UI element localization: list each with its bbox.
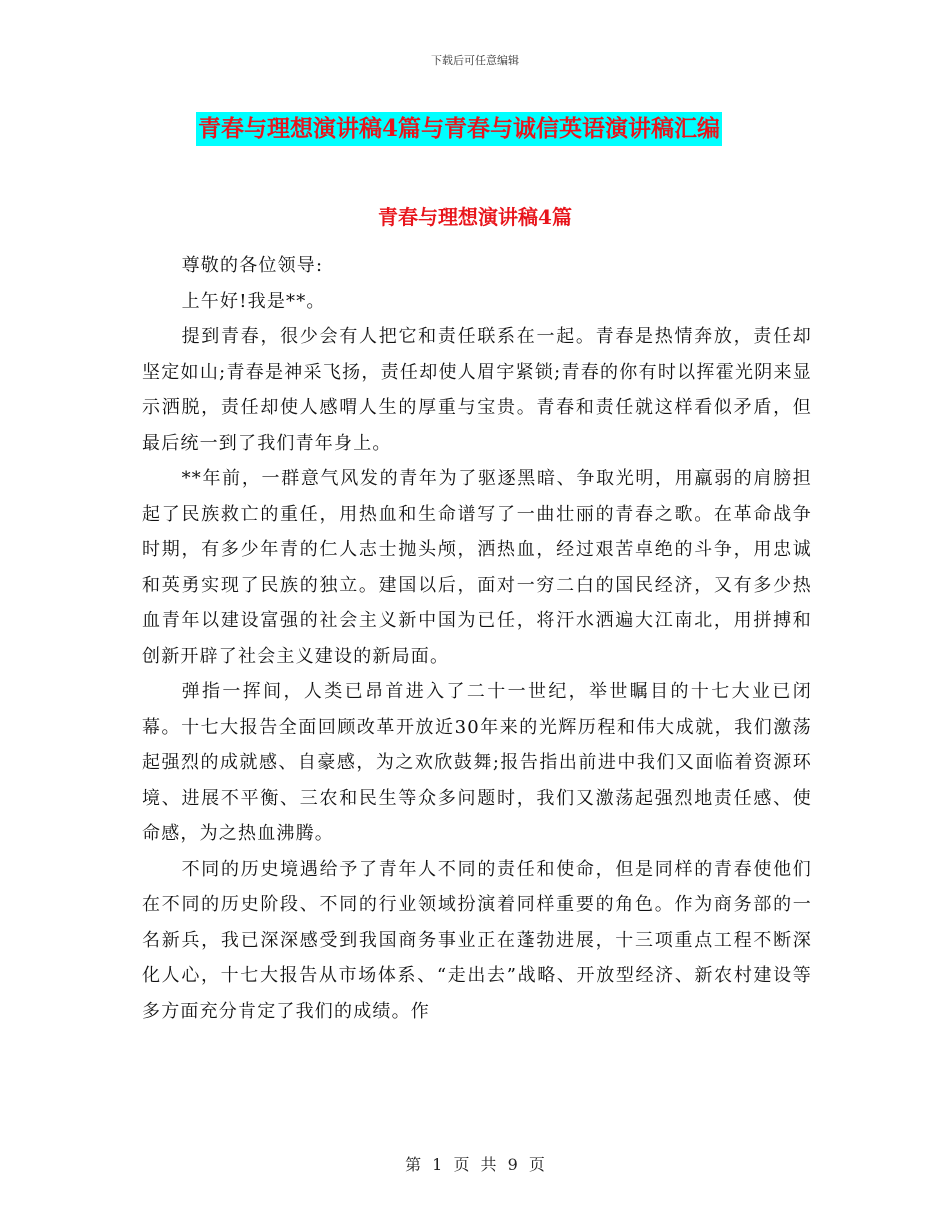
paragraph-history: **年前，一群意气风发的青年为了驱逐黑暗、争取光明，用羸弱的肩膀担起了民族救亡的重任，用热血和生命谱写了一曲壮丽的青春之歌。在革命战争时期，有多少年青的仁人志士抛头颅，洒热血，经过艰苦卓绝的斗争，用忠诚和英勇实现了民族的独立。建国以后，面对一穷二白的国民经济，又有多少热血青年以建设富强的社会主义新中国为已任，将汗水洒遍大江南北，用拼搏和创新开辟了社会主义建设的新局面。 xyxy=(142,468,812,667)
section-title: 青春与理想演讲稿4篇 xyxy=(378,205,572,229)
document-body xyxy=(142,248,812,1029)
paragraph-salutation: 尊敬的各位领导: xyxy=(181,255,324,276)
document-main-title: 青春与理想演讲稿4篇与青春与诚信英语演讲稿汇编 xyxy=(196,112,722,146)
page-number-footer: 第 1 页 共 9 页 xyxy=(405,1155,545,1174)
paragraph-mission: 不同的历史境遇给予了青年人不同的责任和使命，但是同样的青春使他们在不同的历史阶段、不同的行业领域扮演着同样重要的角色。作为商务部的一名新兵，我已深深感受到我国商务事业正在蓬勃进展，十三项重点工程不断深化人心，十七大报告从市场体系、“走出去”战略、开放型经济、新农村建设等多方面充分肯定了我们的成绩。作 xyxy=(142,858,812,1022)
paragraph-seventeenth-congress: 弹指一挥间，人类已昂首进入了二十一世纪，举世瞩目的十七大业已闭幕。十七大报告全面回顾改革开放近30年来的光辉历程和伟大成就，我们激荡起强烈的成就感、自豪感，为之欢欣鼓舞;报告指出前进中我们又面临着资源环境、进展不平衡、三农和民生等众多问题时，我们又激荡起强烈地责任感、使命感，为之热血沸腾。 xyxy=(142,681,812,844)
page-header-note: 下载后可任意编辑 xyxy=(431,54,519,67)
paragraph-youth-responsibility: 提到青春，很少会有人把它和责任联系在一起。青春是热情奔放，责任却坚定如山;青春是神采飞扬，责任却使人眉宇紧锁;青春的你有时以挥霍光阴来显示洒脱，责任却使人感喟人生的厚重与宝贵。青春和责任就这样看似矛盾，但最后统一到了我们青年身上。 xyxy=(142,326,812,454)
paragraph-greeting: 上午好!我是**。 xyxy=(181,290,326,312)
